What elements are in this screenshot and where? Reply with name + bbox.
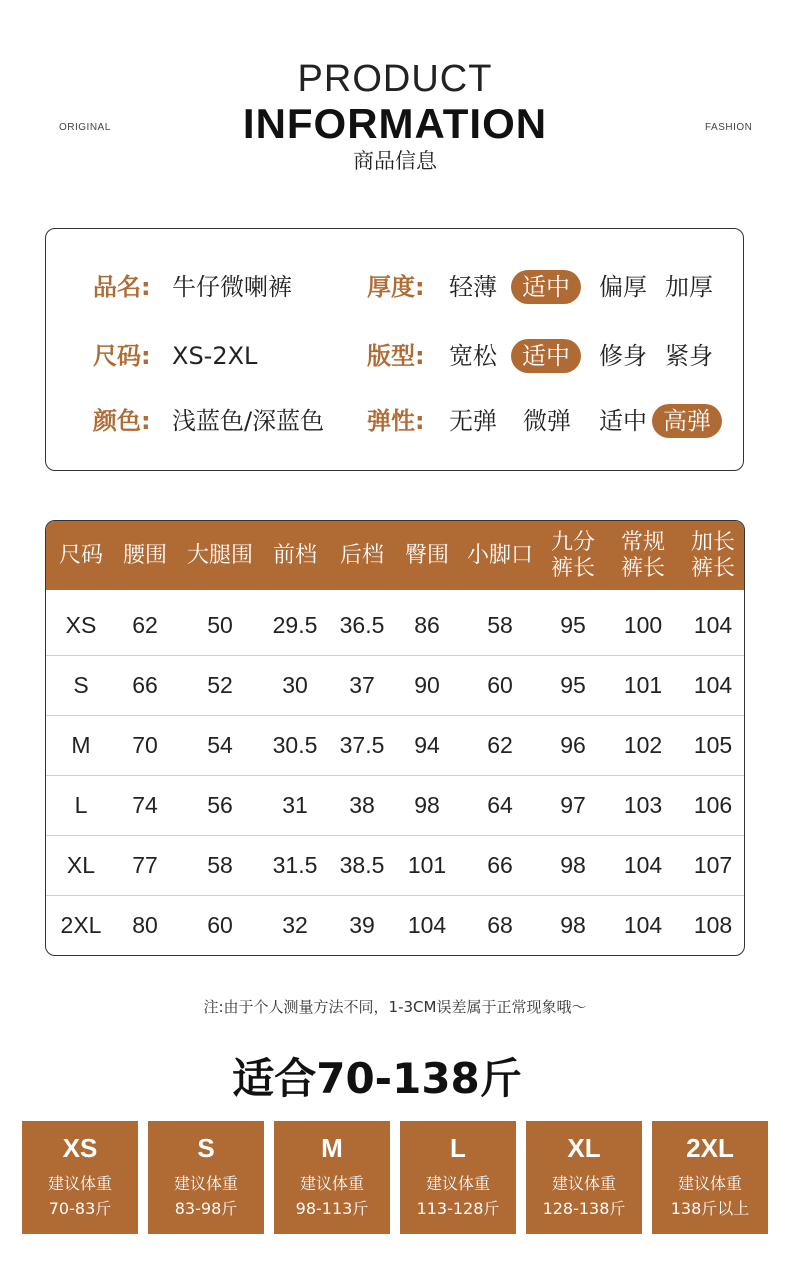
table-cell: 38.5 [339, 852, 385, 878]
table-row [46, 895, 745, 955]
weight-card-size: XL [567, 1133, 601, 1163]
size-table [45, 520, 745, 956]
table-row [46, 655, 745, 715]
table-cell: 31 [282, 792, 308, 818]
weight-card-label: 建议体重 [173, 1174, 238, 1193]
table-cell: 104 [623, 912, 663, 938]
table-cell: 107 [693, 852, 733, 878]
table-cell: 104 [407, 912, 447, 938]
table-cell: L [74, 792, 88, 818]
fit-label: 版型: [367, 342, 425, 370]
table-cell: 101 [623, 672, 663, 698]
table-cell: 98 [414, 792, 440, 818]
table-row [46, 835, 745, 895]
weight-card [274, 1121, 390, 1234]
size-table-header-cell: 尺码 [58, 542, 103, 568]
table-cell: 108 [693, 912, 733, 938]
weight-card-range: 83-98斤 [174, 1199, 238, 1218]
table-cell: XS [65, 612, 97, 638]
table-cell: 60 [487, 672, 513, 698]
table-cell: 95 [560, 672, 586, 698]
table-cell: 86 [414, 612, 440, 638]
measurement-note: 注:由于个人测量方法不同，1-3CM误差属于正常现象哦～ [203, 998, 587, 1016]
page-title-line1: PRODUCT [297, 58, 493, 100]
size-table-header-cell: 常规 裤长 [620, 529, 665, 581]
size-table-header-cell: 后档 [339, 542, 384, 568]
table-cell: 62 [132, 612, 158, 638]
fit-option: 紧身 [665, 342, 713, 370]
table-cell: 2XL [60, 912, 102, 938]
table-cell: 106 [693, 792, 733, 818]
right-tag: FASHION [705, 122, 753, 133]
fit-option: 修身 [599, 342, 647, 370]
table-cell: 102 [623, 732, 663, 758]
table-cell: 97 [560, 792, 586, 818]
weight-card [652, 1121, 768, 1234]
size-table-header-cell: 腰围 [122, 542, 167, 568]
weight-card [22, 1121, 138, 1234]
weight-card-size: L [450, 1133, 466, 1163]
elasticity-option: 适中 [599, 407, 647, 435]
table-cell: 90 [414, 672, 440, 698]
table-cell: 104 [693, 672, 733, 698]
table-cell: 104 [693, 612, 733, 638]
weight-card-range: 113-128斤 [416, 1199, 500, 1218]
table-cell: 60 [207, 912, 233, 938]
size-table-header-cell: 大腿围 [186, 542, 253, 568]
table-cell: 98 [560, 912, 586, 938]
table-cell: 54 [207, 732, 233, 758]
table-cell: 30 [282, 672, 308, 698]
table-cell: 103 [623, 792, 663, 818]
page-title-line2: INFORMATION [242, 100, 548, 147]
weight-card-size: XS [62, 1133, 98, 1163]
weight-card-range: 128-138斤 [542, 1199, 626, 1218]
table-cell: 94 [414, 732, 440, 758]
table-cell: 74 [132, 792, 158, 818]
weight-card-range: 138斤以上 [670, 1199, 750, 1218]
size-table-header-cell: 臀围 [404, 542, 449, 568]
page-title-cn: 商品信息 [353, 149, 437, 173]
weight-card-label: 建议体重 [47, 1174, 112, 1193]
table-row [46, 775, 745, 835]
fit-weight-range: 适合70-138斤 [232, 1054, 522, 1103]
table-cell: 31.5 [272, 852, 318, 878]
table-cell: 96 [560, 732, 586, 758]
table-cell: 62 [487, 732, 513, 758]
thickness-option: 轻薄 [449, 273, 497, 301]
table-cell: 80 [132, 912, 158, 938]
table-cell: 68 [487, 912, 513, 938]
weight-card-range: 70-83斤 [48, 1199, 112, 1218]
table-cell: 36.5 [339, 612, 385, 638]
table-cell: 64 [487, 792, 513, 818]
table-cell: 58 [207, 852, 233, 878]
table-cell: 29.5 [272, 612, 318, 638]
table-cell: XL [66, 852, 96, 878]
table-cell: S [73, 672, 89, 698]
table-cell: M [71, 732, 91, 758]
size-table-header-cell: 小脚口 [466, 542, 533, 568]
size-table-header [46, 521, 745, 590]
elasticity-option: 无弹 [449, 407, 497, 435]
weight-card-size: S [197, 1133, 215, 1163]
color-label: 颜色: [93, 407, 151, 435]
table-row [46, 715, 745, 775]
table-cell: 66 [132, 672, 158, 698]
table-cell: 39 [349, 912, 375, 938]
weight-card [526, 1121, 642, 1234]
table-cell: 58 [487, 612, 513, 638]
weight-card-size: 2XL [686, 1133, 734, 1163]
left-tag: ORIGINAL [59, 122, 111, 133]
table-cell: 98 [560, 852, 586, 878]
weight-card [400, 1121, 516, 1234]
table-cell: 104 [623, 852, 663, 878]
table-cell: 37.5 [339, 732, 385, 758]
elasticity-label: 弹性: [367, 407, 425, 435]
size-value: XS-2XL [172, 342, 258, 370]
weight-card-size: M [321, 1133, 343, 1163]
table-cell: 32 [282, 912, 308, 938]
elasticity-option: 微弹 [523, 407, 571, 435]
table-cell: 50 [207, 612, 233, 638]
weight-card-label: 建议体重 [425, 1174, 490, 1193]
table-cell: 66 [487, 852, 513, 878]
name-value: 牛仔微喇裤 [172, 273, 292, 301]
name-label: 品名: [93, 273, 151, 301]
table-cell: 105 [693, 732, 733, 758]
table-cell: 30.5 [272, 732, 318, 758]
table-row [46, 595, 745, 655]
fit-option-selected: 适中 [511, 339, 581, 373]
table-cell: 56 [207, 792, 233, 818]
thickness-label: 厚度: [367, 273, 425, 301]
size-table-header-cell: 九分 裤长 [550, 529, 595, 581]
table-cell: 100 [623, 612, 663, 638]
color-value: 浅蓝色/深蓝色 [172, 407, 325, 435]
table-cell: 101 [407, 852, 447, 878]
weight-card-label: 建议体重 [299, 1174, 364, 1193]
table-cell: 77 [132, 852, 158, 878]
table-cell: 70 [132, 732, 158, 758]
size-table-header-cell: 加长 裤长 [690, 529, 735, 581]
weight-card [148, 1121, 264, 1234]
thickness-option: 加厚 [665, 273, 713, 301]
weight-card-label: 建议体重 [551, 1174, 616, 1193]
elasticity-option-selected: 高弹 [652, 404, 722, 438]
table-cell: 95 [560, 612, 586, 638]
table-cell: 52 [207, 672, 233, 698]
table-cell: 37 [349, 672, 375, 698]
weight-card-range: 98-113斤 [295, 1199, 369, 1218]
thickness-option-selected: 适中 [511, 270, 581, 304]
weight-card-label: 建议体重 [677, 1174, 742, 1193]
thickness-option: 偏厚 [599, 273, 647, 301]
size-label: 尺码: [93, 342, 151, 370]
size-table-header-cell: 前档 [272, 542, 317, 568]
table-cell: 38 [349, 792, 375, 818]
fit-option: 宽松 [449, 342, 497, 370]
